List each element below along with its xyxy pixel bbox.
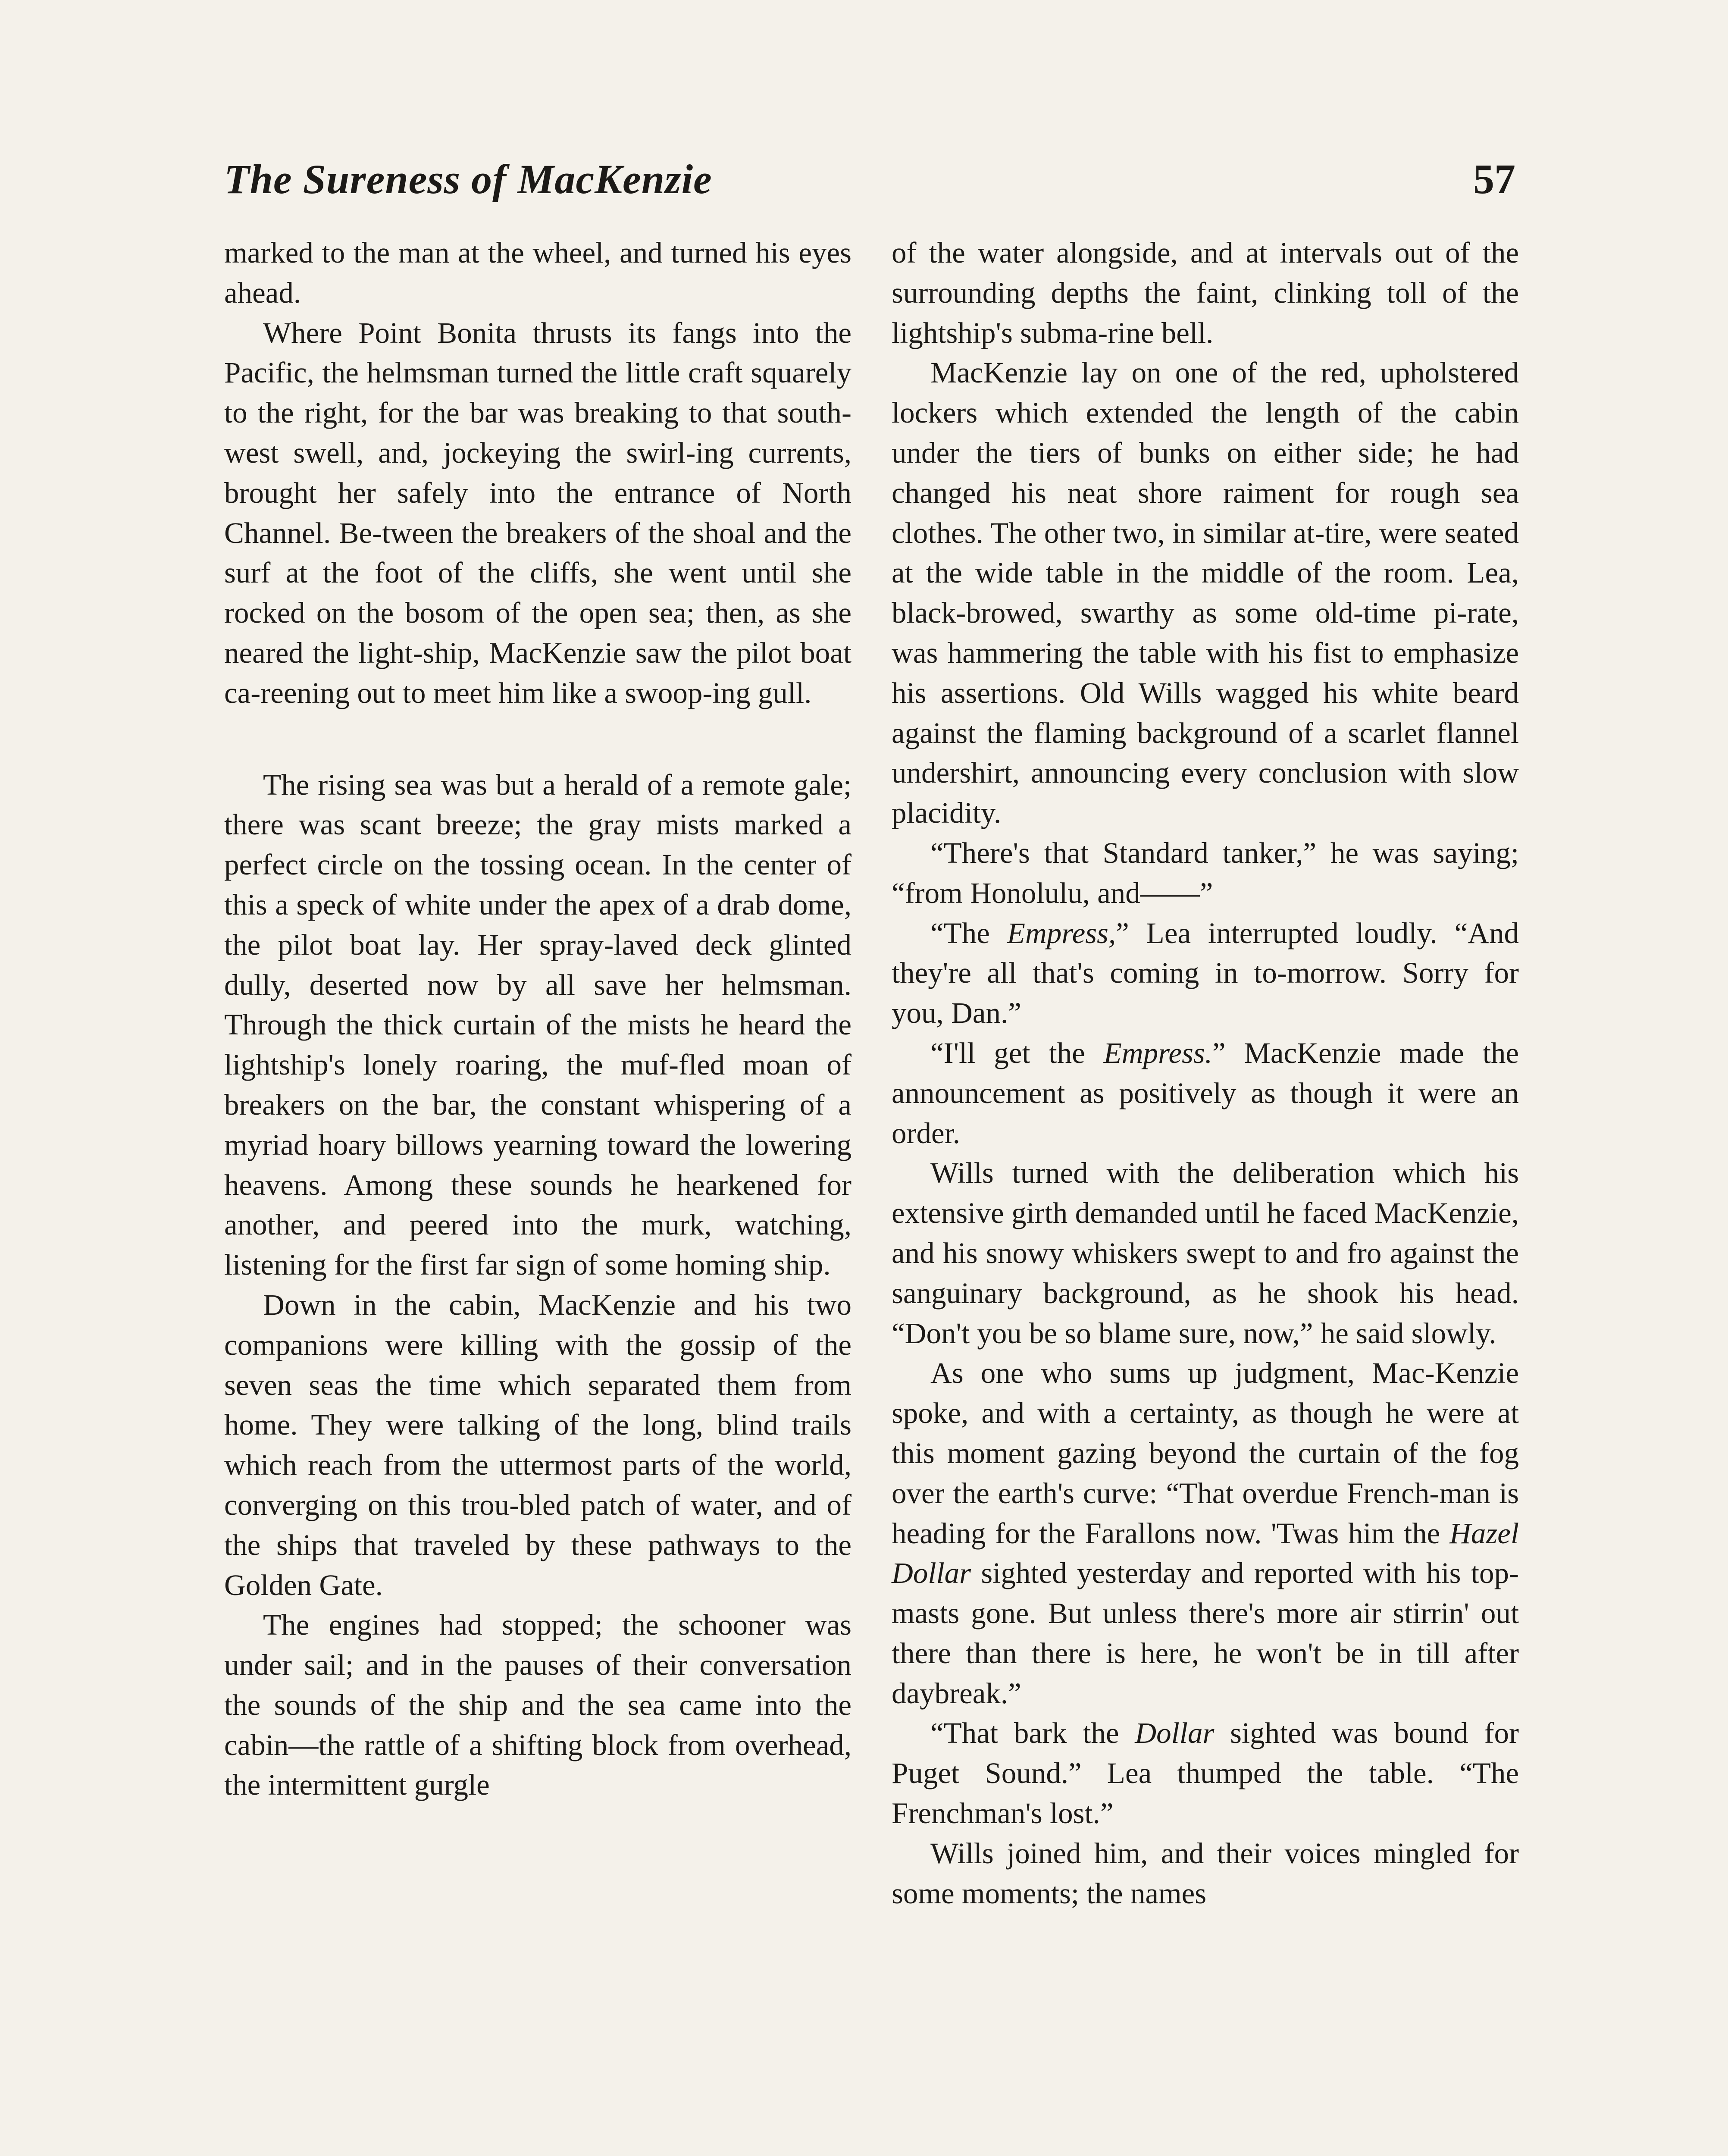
paragraph: The rising sea was but a herald of a remote gale; there was scant breeze; the gray mists marked a perfect circle on the tossing ocean. In the center of this a speck of white under the apex of a drab dome, the pilot boat lay. Her spray-laved deck glinted dully, deserted now by all save her helmsman. Through the thick curtain of the mists he heard the lightship's lonely roaring, the muf-fled moan of breakers on the bar, the constant whispering of a myriad hoary billows yearning toward the lowering heavens. Among these sounds he hearkened for another, and peered into the murk, watching, listening for the first far sign of some homing ship. xyxy=(224,768,851,1282)
text-span: “That bark the xyxy=(930,1717,1135,1750)
text-span: sighted was bound for Puget Sound.” Lea thumped the table. “The Frenchman's lost.” xyxy=(892,1717,1519,1830)
text-span: ” Lea interrupted loudly. “And they're all that's coming in to-morrow. Sorry for you, Dan.” xyxy=(892,916,1519,1030)
paragraph: marked to the man at the wheel, and turned his eyes ahead. xyxy=(224,236,851,309)
right-column xyxy=(892,233,1519,1913)
paragraph: MacKenzie lay on one of the red, upholstered lockers which extended the length of the cabin under the tiers of bunks on either side; he had changed his neat shore raiment for rough sea clothes. The other two, in similar at-tire, were seated at the wide table in the middle of the room. Lea, black-browed, swarthy as some old-time pi-rate, was hammering the table with his fist to emphasize his assertions. Old Wills wagged his white beard against the flaming background of a scarlet flannel undershirt, announcing every conclusion with slow placidity. xyxy=(892,356,1519,830)
running-title: The Sureness of MacKenzie xyxy=(224,156,712,202)
ship-name: Hazel Dollar xyxy=(892,1517,1519,1590)
ship-name: Empress, xyxy=(1007,916,1116,950)
text-span: sighted yesterday and reported with his top-masts gone. But unless there's more air stirrin' out there than there is here, he won't be in till after daybreak.” xyxy=(892,1557,1519,1710)
ship-name: Dollar xyxy=(1135,1717,1215,1750)
paragraph: Wills turned with the deliberation which his extensive girth demanded until he faced MacKenzie, and his snowy whiskers swept to and fro against the sanguinary background, as he shook his head. “Don't you be so blame sure, now,” he said slowly. xyxy=(892,1156,1519,1350)
paragraph xyxy=(892,1353,1519,1713)
text-span: As one who sums up judgment, Mac-Kenzie spoke, and with a certainty, as though he were at this moment gazing beyond the curtain of the fog over the earth's curve: “That overdue French-man is heading for the Farallons now. 'Twas him the xyxy=(892,1357,1519,1550)
paragraph xyxy=(892,1033,1519,1153)
paragraph: of the water alongside, and at intervals out of the surrounding depths the faint, clinking toll of the lightship's subma-rine bell. xyxy=(892,236,1519,349)
paragraph: The engines had stopped; the schooner was under sail; and in the pauses of their conversation the sounds of the ship and the sea came into the cabin—the rattle of a shifting block from overhead, the intermittent gurgle xyxy=(224,1608,851,1802)
paragraph xyxy=(892,913,1519,1033)
ship-name: Empress. xyxy=(1103,1036,1212,1069)
text-span: “I'll get the xyxy=(930,1036,1104,1069)
section-break xyxy=(224,713,851,765)
paragraph: Down in the cabin, MacKenzie and his two companions were killing with the gossip of the seven seas the time which separated them from home. They were talking of the long, blind trails which reach from the uttermost parts of the world, converging on this trou-bled patch of water, and of the ships that traveled by these pathways to the Golden Gate. xyxy=(224,1288,851,1601)
left-column xyxy=(224,233,851,1805)
paragraph xyxy=(892,1713,1519,1833)
page-header xyxy=(224,155,1515,211)
paragraph: “There's that Standard tanker,” he was saying; “from Honolulu, and——” xyxy=(892,836,1519,909)
paragraph: Where Point Bonita thrusts its fangs into the Pacific, the helmsman turned the little craft squarely to the right, for the bar was breaking to that south-west swell, and, jockeying the swirl-ing currents, brought her safely into the entrance of North Channel. Be-tween the breakers of the shoal and the surf at the foot of the cliffs, she went until she rocked on the bosom of the open sea; then, as she neared the light-ship, MacKenzie saw the pilot boat ca-reening out to meet him like a swoop-ing gull. xyxy=(224,316,851,709)
paragraph: Wills joined him, and their voices mingled for some moments; the names xyxy=(892,1836,1519,1910)
page-number: 57 xyxy=(1473,156,1515,203)
text-span: “The xyxy=(930,916,1007,950)
text-span: ” MacKenzie made the announcement as positively as though it were an order. xyxy=(892,1036,1519,1150)
